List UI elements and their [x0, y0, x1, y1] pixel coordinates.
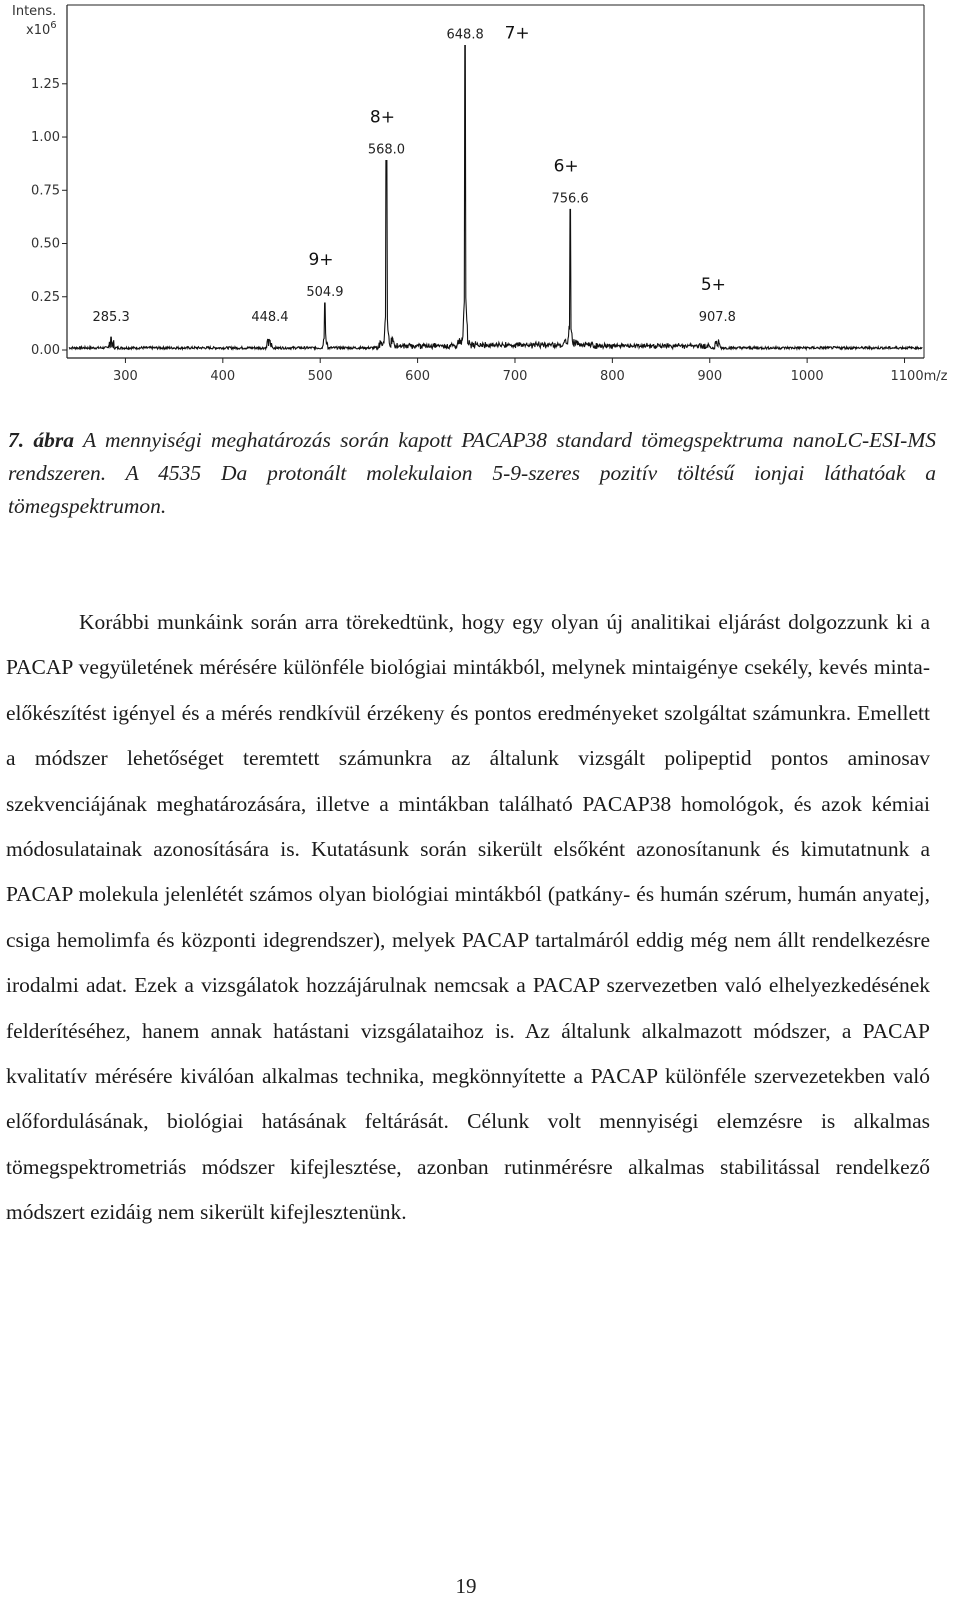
y-tick-label: 1.25	[31, 76, 60, 92]
y-tick-label: 1.00	[31, 130, 60, 146]
y-tick-label: 0.00	[31, 343, 60, 358]
y-tick-label: 0.50	[31, 236, 60, 252]
paragraph-text: Korábbi munkáink során arra törekedtünk, hogy egy olyan új analitikai eljárást dolgozzunk ki a PACAP vegyületének mérésére különféle biológiai mintákból, melynek mintaigénye csekély, kevés minta-előkészítést igényel és a mérés rendkívül érzékeny és pontos eredményeket szolgáltat számunkra. Emellett a módszer lehetőséget teremtett számunkra az általunk vizsgált polipeptid pontos aminosav szekvenciájának meghatározására, illetve a mintákban található PACAP38 homológok, és azok kémiai módosulatainak azonosítására is. Kutatásunk során sikerült elsőként azonosítanunk és kimutatnunk a PACAP molekula jelenlétét számos olyan biológiai mintákból (patkány- és humán szérum, humán anyatej, csiga hemolimfa és központi idegrendszer), melyek PACAP tartalmáról eddig még nem állt rendelkezésre irodalmi adat. Ezek a vizsgálatok hozzájárulnak nemcsak a PACAP szervezetben való elhelyezkedésének felderítéséhez, hanem annak hatástani vizsgálataihoz is. Az általunk alkalmazott módszer, a PACAP kvalitatív mérésére kiválóan alkalmas technika, megkönnyítette a PACAP különféle szervezetekben való előfordulásának, biológiai hatásának feltárását. Célunk volt mennyiségi elemzésre is alkalmas tömegspektrometriás módszer kifejlesztése, azonban rutinmérésre alkalmas stabilitással rendelkező módszert ezidáig nem sikerült kifejlesztenünk.	[6, 610, 930, 1225]
peak-mz-label: 504.9	[306, 285, 344, 301]
y-multiplier: $x10^6$	[26, 20, 57, 38]
peak-labels	[93, 23, 736, 325]
y-axis-ticks	[31, 77, 67, 358]
peak-mz-label: 285.3	[92, 310, 130, 325]
charge-state-label: 9+	[308, 250, 334, 271]
x-tick-label: 800	[599, 369, 625, 384]
peak-mz-label: 448.4	[251, 310, 289, 325]
figure-caption-text: A mennyiségi meghatározás során kapott PACAP38 standard tömegspektruma nanoLC-ESI-MS rendszeren. A 4535 Da protonált molekulaion 5-9-szeres pozitív töltésű ionjai láthatóak a tömegspektrumon.	[8, 428, 936, 518]
peak-mz-label: 568.0	[367, 142, 406, 158]
x-tick-label: 400	[210, 369, 236, 384]
peak-mz-label: 648.8	[446, 27, 484, 43]
x-tick-label: 1000	[790, 369, 824, 384]
charge-state-label: 6+	[553, 156, 579, 177]
x-tick-label: 300	[113, 369, 138, 384]
mass-spectrum-chart	[0, 0, 960, 400]
x-tick-label: 500	[307, 369, 333, 384]
figure-caption	[8, 424, 936, 523]
peak-mz-label: 907.8	[698, 310, 736, 325]
y-tick-label: 0.25	[31, 289, 60, 305]
y-tick-label: 0.75	[31, 183, 60, 199]
x-axis-ticks	[113, 358, 948, 384]
x-tick-label: 600	[405, 369, 431, 384]
figure-number: 7. ábra	[8, 428, 75, 452]
charge-state-label: 8+	[369, 107, 395, 128]
charge-state-label: 7+	[504, 23, 530, 44]
x-tick-label: 900	[697, 369, 723, 384]
body-paragraph	[6, 600, 930, 1236]
charge-state-label: 5+	[700, 275, 726, 295]
peak-mz-label: 756.6	[551, 191, 589, 207]
chart-frame	[67, 5, 924, 358]
x-tick-label: 1100m/z	[890, 369, 948, 384]
y-axis-label: Intens.	[12, 4, 57, 19]
spectrum-trace	[69, 46, 922, 350]
page-number: 19	[455, 1574, 477, 1598]
x-tick-label: 700	[502, 369, 528, 384]
